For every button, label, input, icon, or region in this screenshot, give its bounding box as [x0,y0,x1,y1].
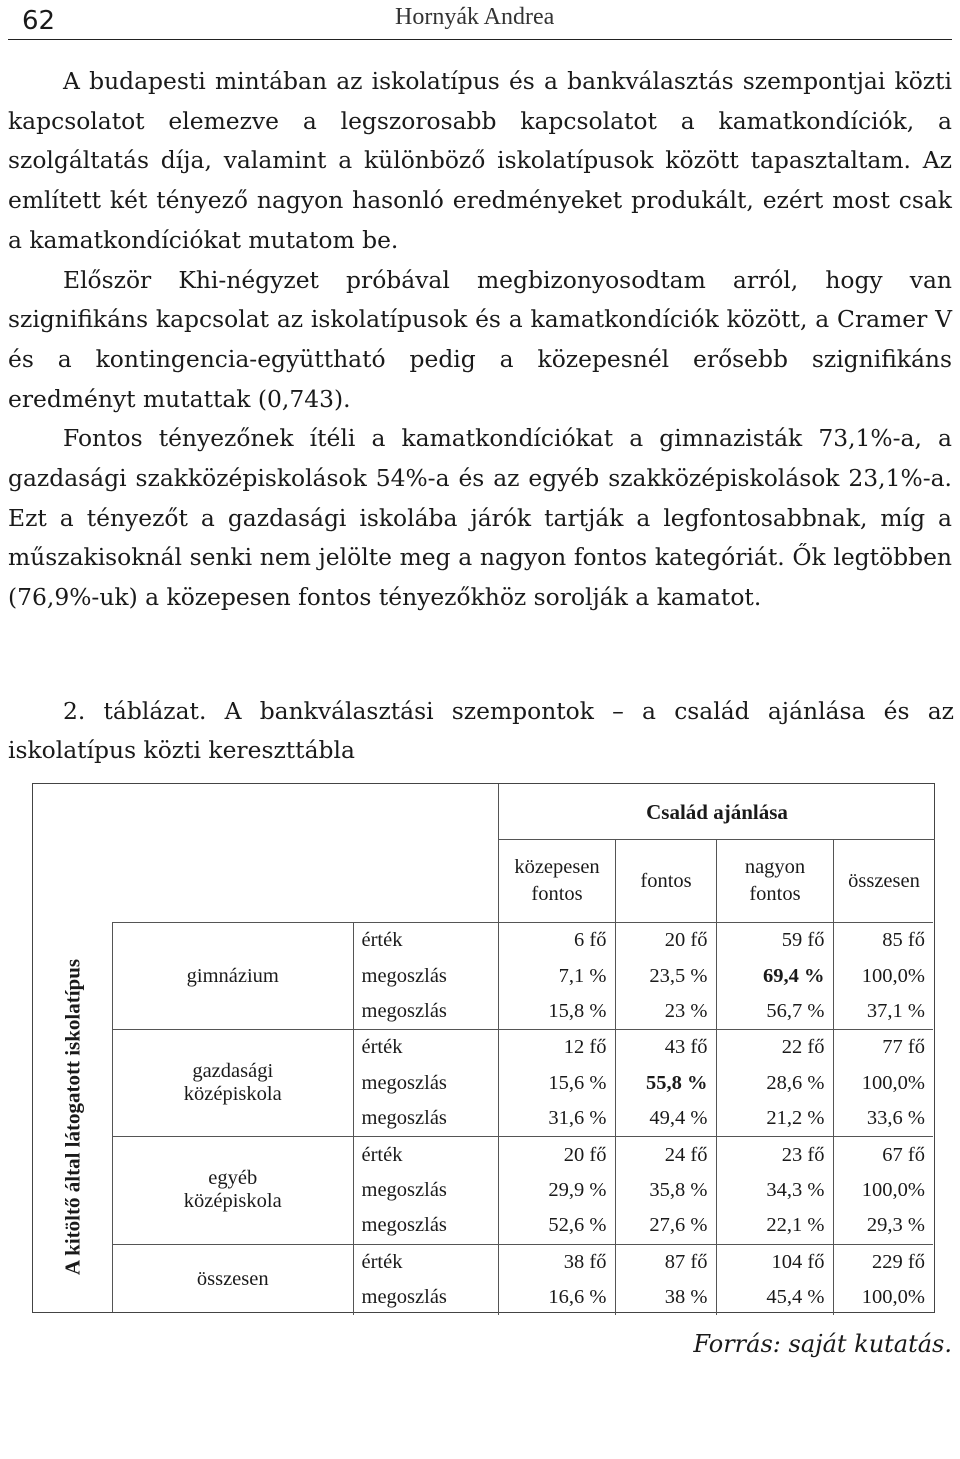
page-number: 62 [22,6,56,36]
value-cell: 7,1 % [498,958,615,993]
value-cell: 6 fő [498,923,615,959]
row-type-cell: érték [353,1244,498,1280]
table-row [113,1137,933,1173]
school-type-label [113,1137,353,1244]
value-cell: 20 fő [498,1137,615,1173]
value-cell: 15,6 % [498,1066,615,1101]
value-cell: 43 fő [615,1030,716,1066]
row-type-cell: megoszlás [353,958,498,993]
value-cell: 56,7 % [716,994,833,1030]
school-type-label [113,923,353,1030]
value-cell: 87 fő [615,1244,716,1280]
value-cell: 100,0% [861,1071,925,1094]
value-cell: 28,6 % [716,1066,833,1101]
value-cell: 77 fő [833,1030,933,1066]
col-header-moderately-important [498,840,615,922]
value-cell: 49,4 % [615,1101,716,1137]
col-header-line: összesen [848,869,920,892]
school-type-label [113,1030,353,1137]
value-cell: 52,6 % [498,1208,615,1244]
value-cell: 85 fő [833,923,933,959]
value-cell: 33,6 % [866,1107,925,1130]
value-cell: 23 % [615,994,716,1030]
table-caption-text: 2. táblázat. A bankválasztási szempontok – a család ajánlása és az iskolatípus közti kereszttábla [8,697,954,764]
value-cell: 100,0% [861,964,925,987]
crosstab-grid [113,922,933,1315]
paragraph: Fontos tényezőnek ítéli a kamatkondíciókat a gimnazisták 73,1%-a, a gazdasági szakközépiskolások 54%-a és az egyéb szakközépiskolások 23,1%-a. Ezt a tényezőt a gazdasági iskolába járók tartják a legfontosabbnak, míg a műszakisoknál senki nem jelölte meg a nagyon fontos kategóriát. Ők legtöbben (76,9%-uk) a közepesen fontos tényezőkhöz sorolják a kamatot. [8,424,952,612]
school-type-side-label [33,922,113,1312]
school-type-label-line: középiskola [183,1190,282,1213]
value-cell: 100,0% [861,1178,925,1201]
col-header-line: közepesen [514,856,600,878]
table-row [113,1030,933,1066]
value-cell: 59 fő [716,923,833,959]
value-cell: 22 fő [716,1030,833,1066]
value-cell: 29,9 % [498,1173,615,1208]
row-type-cell: megoszlás [353,994,498,1030]
value-cell: 23 fő [716,1137,833,1173]
row-type-cell: megoszlás [353,1280,498,1315]
value-cell: 23,5 % [615,958,716,993]
col-header-line: fontos [531,883,583,905]
col-header-line: fontos [640,869,692,892]
value-cell: 38 % [615,1280,716,1315]
value-cell: 15,8 % [498,994,615,1030]
value-cell: 29,3 % [866,1214,925,1237]
value-cell: 12 fő [498,1030,615,1066]
header-rule [8,39,952,40]
school-type-label-line: középiskola [183,1083,282,1106]
table-caption [8,692,954,770]
col-header-important [615,840,716,922]
value-cell: 45,4 % [716,1280,833,1315]
school-type-label-line: összesen [196,1268,269,1291]
row-type-cell: megoszlás [353,1173,498,1208]
paragraph: Először Khi-négyzet próbával megbizonyosodtam arról, hogy van szignifikáns kapcsolat az iskolatípusok és a kamatkondíciók között, a Cramer V és a kontingencia-együttható pedig a közepesnél erősebb szignifikáns eredményt mutattak (0,743). [8,265,952,413]
table-row [113,1244,933,1280]
col-header-very-important [716,840,833,922]
row-type-cell: megoszlás [353,1101,498,1137]
col-header-total [833,840,934,922]
value-cell: 22,1 % [716,1208,833,1244]
value-cell: 104 fő [716,1244,833,1280]
value-cell: 21,2 % [716,1101,833,1137]
school-type-label-line: gimnázium [186,964,279,987]
value-cell: 100,0% [861,1286,925,1309]
row-type-cell: megoszlás [353,1208,498,1244]
table-row [113,923,933,959]
value-cell: 16,6 % [498,1280,615,1315]
value-cell: 229 fő [833,1244,933,1280]
page-header [0,0,960,40]
body-text [8,62,952,618]
school-type-label-line: egyéb [208,1167,258,1190]
row-type-cell: érték [353,1030,498,1066]
crosstab-table [32,783,935,1313]
value-cell: 24 fő [615,1137,716,1173]
value-cell: 34,3 % [716,1173,833,1208]
row-type-cell: érték [353,923,498,959]
value-cell: 55,8 % [615,1066,716,1101]
value-cell: 35,8 % [615,1173,716,1208]
side-label-text: A kitöltő által látogatott iskolatípus [60,958,84,1276]
paragraph: A budapesti mintában az iskolatípus és a bankválasztás szempontjai közti kapcsolatot elemezve a legszorosabb kapcsolatot a kamatkondíciók, a szolgáltatás díja, valamint a különböző iskolatípusok között tapasztaltam. Az említett két tényező nagyon hasonló eredményeket produkált, ezért most csak a kamatkondíciókat mutatom be. [8,67,952,254]
value-cell: 37,1 % [866,999,925,1022]
source-note: Forrás: saját kutatás. [693,1330,952,1358]
family-recommendation-header: Család ajánlása [498,784,935,840]
value-cell: 20 fő [615,923,716,959]
col-header-line: nagyon [744,856,806,878]
value-cell: 69,4 % [716,958,833,993]
row-type-cell: megoszlás [353,1066,498,1101]
running-head: Hornyák Andrea [395,4,555,30]
row-type-cell: érték [353,1137,498,1173]
value-cell: 31,6 % [498,1101,615,1137]
value-cell: 27,6 % [615,1208,716,1244]
school-type-label-line: gazdasági [192,1060,274,1083]
value-cell: 38 fő [498,1244,615,1280]
school-type-label [113,1244,353,1315]
col-header-line: fontos [749,883,801,905]
value-cell: 67 fő [833,1137,933,1173]
